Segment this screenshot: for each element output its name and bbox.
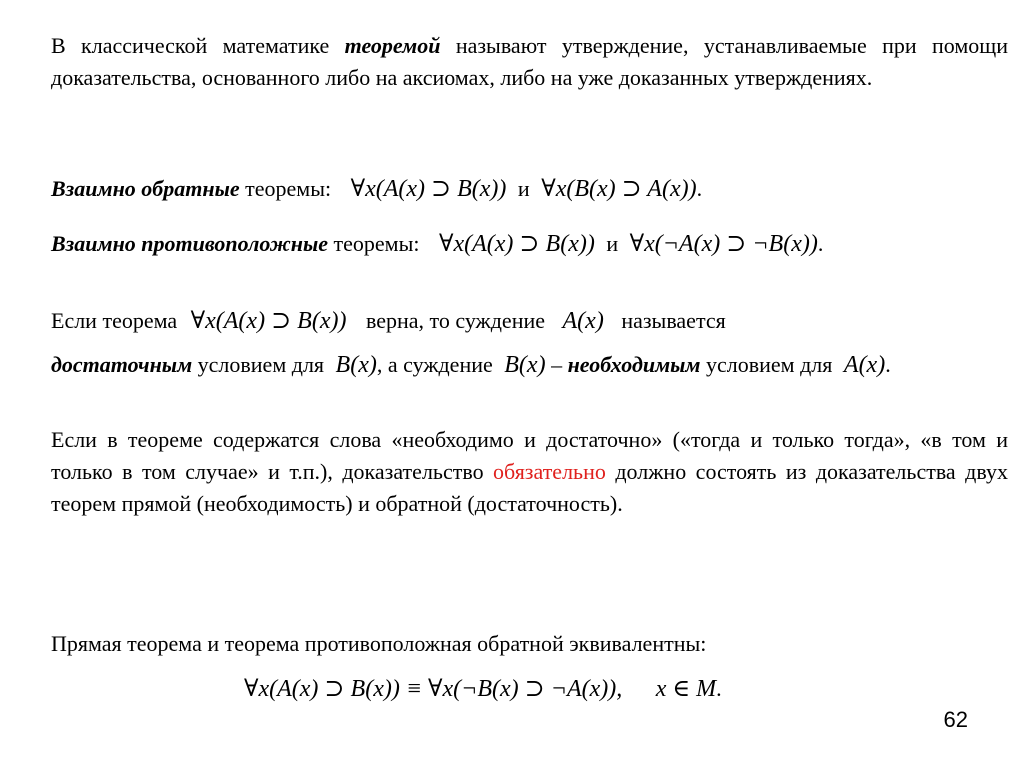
term-theorem: теоремой <box>344 33 441 58</box>
formula-a: A(x) <box>843 352 886 378</box>
highlight-mandatory: обязательно <box>493 459 606 484</box>
page-number: 62 <box>943 707 968 732</box>
conditions-line-1: Если теорема ∀x(A(x) ⊃ B(x)) верна, то суждение A(x) называется <box>51 308 726 334</box>
conditions-line-2: достаточным условием для B(x), а суждение B(x) – необходимым условием для A(x). <box>51 352 891 378</box>
inverse-theorems-line: Взаимно противоположные теоремы: ∀x(A(x) ⊃ B(x)) и ∀x(¬A(x) ⊃ ¬B(x)). <box>51 231 824 257</box>
equivalence-formula-line: ∀x(A(x) ⊃ B(x)) ≡ ∀x(¬B(x) ⊃ ¬A(x)), x ∈ M. <box>244 676 722 702</box>
formula-converse: ∀x(B(x) ⊃ A(x)) <box>541 176 697 202</box>
equivalence-text: Прямая теорема и теорема противоположная обратной эквивалентны: <box>51 631 707 656</box>
necessary-sufficient-paragraph: Если в теореме содержатся слова «необходимо и достаточно» («тогда и только тогда», «в том и только в том случае» и т.п.), доказательство обязательно должно состоять из доказательства двух теорем прямой (необходимость) и обратной (достаточность). <box>51 427 1008 516</box>
formula-b: B(x) <box>504 352 546 378</box>
formula-inverse: ∀x(¬A(x) ⊃ ¬B(x)) <box>629 231 818 257</box>
definition-paragraph: В классической математике теоремой называют утверждение, устанавливаемые при помощи доказательства, основанного либо на аксиомах, либо на уже доказанных утверждениях. <box>51 33 1008 90</box>
formula-theorem: ∀x(A(x) ⊃ B(x)) <box>190 308 347 334</box>
formula-direct: ∀x(A(x) ⊃ B(x)) <box>350 176 507 202</box>
term-necessary: необходимым <box>567 352 701 377</box>
formula-direct: ∀x(A(x) ⊃ B(x)) <box>439 231 595 257</box>
term-inverse: Взаимно противоположные <box>51 231 329 256</box>
converse-theorems-line: Взаимно обратные теоремы: ∀x(A(x) ⊃ B(x)) и ∀x(B(x) ⊃ A(x)). <box>51 176 703 202</box>
formula-domain: x ∈ M <box>655 676 717 702</box>
term-sufficient: достаточным <box>51 352 193 377</box>
term-converse: Взаимно обратные <box>51 176 240 201</box>
formula-a: A(x) <box>562 308 604 334</box>
formula-b: B(x) <box>335 352 377 378</box>
formula-equivalence: ∀x(A(x) ⊃ B(x)) ≡ ∀x(¬B(x) ⊃ ¬A(x)), <box>244 676 623 702</box>
